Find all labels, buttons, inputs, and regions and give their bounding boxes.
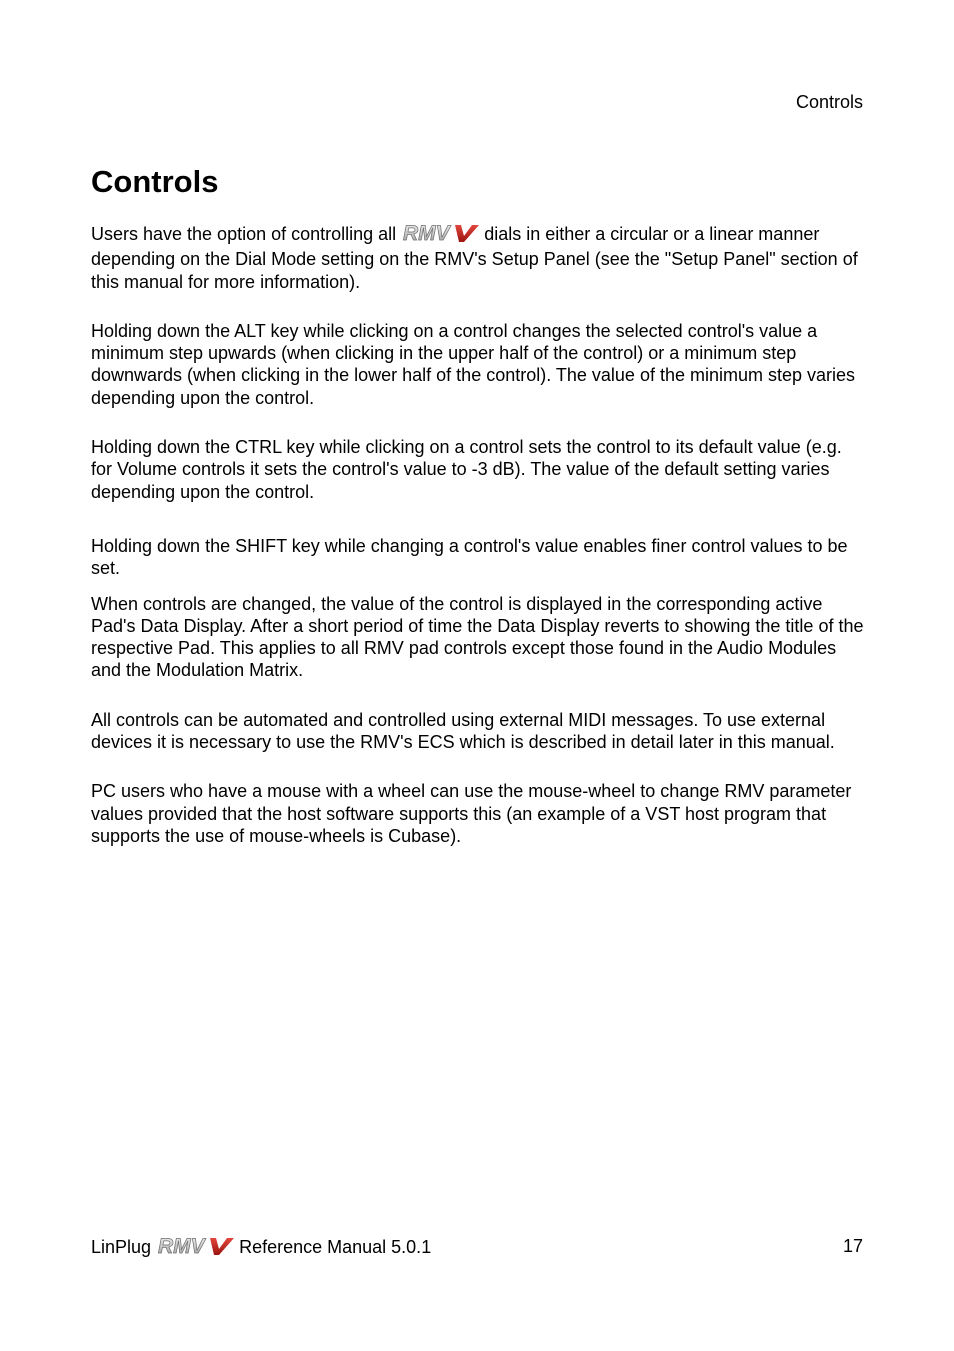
running-header: Controls [795, 92, 863, 112]
paragraph-midi: All controls can be automated and controlled using external MIDI messages. To use external devices it is necessary to use the RMV's ECS which is described in detail later in this manual. [91, 709, 835, 753]
svg-text:RMV: RMV [403, 223, 450, 243]
paragraph-alt-key: Holding down the ALT key while clicking on a control changes the selected control's value a minimum step upwards (when clicking in the upper half of the control) or a minimum step downwards (when clicking in the lower half of the control). The value of the minimum step varies depending upon the control. [91, 320, 856, 408]
paragraph-data-display: When controls are changed, the value of the control is displayed in the corresponding active Pad's Data Display. After a short period of time the Data Display reverts to showing the title of the respective Pad. This applies to all RMV pad controls except those found in the Audio Modules and the Modulation Matrix. [91, 593, 864, 681]
paragraph-mouse-wheel: PC users who have a mouse with a wheel can use the mouse-wheel to change RMV parameter values provided that the host software supports this (an example of a VST host program that supports the use of mouse-wheels is Cubase). [91, 781, 852, 846]
footer-brand: LinPlug [91, 1237, 152, 1257]
body-content [91, 223, 867, 847]
paragraph-dial-mode-start: Users have the option of controlling all [91, 224, 402, 244]
rmv-logo [401, 223, 479, 248]
page-title: Controls [91, 164, 219, 199]
paragraph-dial-mode [91, 223, 867, 293]
page-footer [91, 1236, 863, 1261]
paragraph-dial-mode-end: dials in either a circular or a linear manner depending on the Dial Mode setting on the RMV's Setup Panel (see the "Setup Panel" section of this manual for more information). [91, 224, 858, 292]
footer-manual-title: Reference Manual 5.0.1 [239, 1237, 432, 1257]
paragraph-shift-key: Holding down the SHIFT key while changing a control's value enables finer control values to be set. [91, 535, 848, 579]
page-number: 17 [842, 1236, 863, 1256]
footer-rmv-logo [156, 1236, 234, 1261]
svg-text:RMV: RMV [158, 1236, 205, 1256]
paragraph-ctrl-key: Holding down the CTRL key while clicking on a control sets the control to its default value (e.g. for Volume controls it sets the control's value to -3 dB). The value of the default setting varies depending upon the control. [91, 437, 842, 502]
